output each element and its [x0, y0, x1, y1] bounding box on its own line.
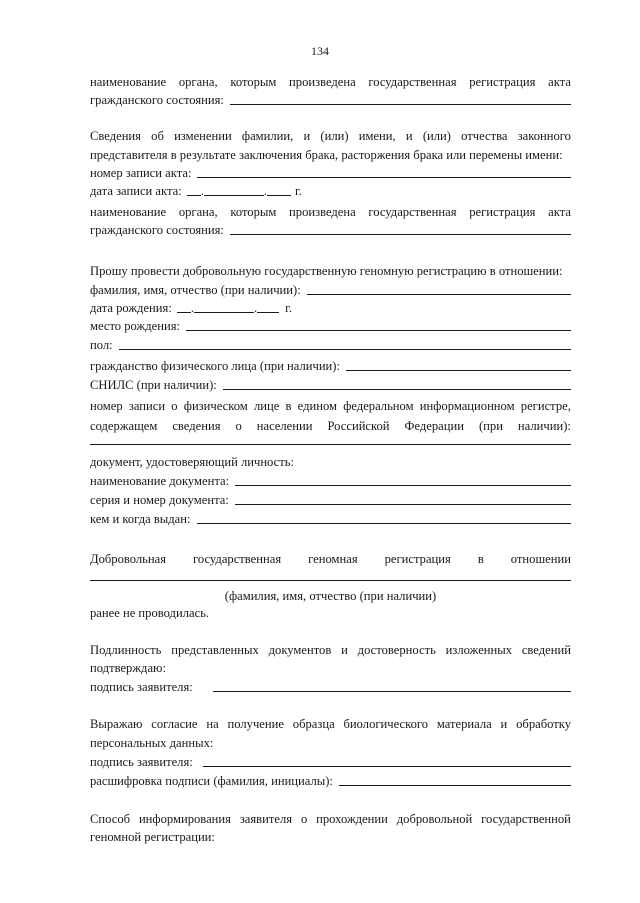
fio-field[interactable]: фамилия, имя, отчество (при наличии): — [90, 282, 571, 298]
record-day-blank[interactable] — [187, 195, 201, 196]
id-doc-heading: документ, удостоверяющий личность: — [90, 455, 295, 469]
b2-civil-registry-org-field[interactable]: гражданского состояния: — [90, 222, 571, 238]
b7-line2: персональных данных: — [90, 736, 214, 750]
doc-name-blank[interactable] — [235, 485, 571, 486]
b8-line1: Способ информирования заявителя о прохождении добровольной государственной — [90, 812, 571, 826]
civil-registry-org-blank[interactable] — [230, 104, 571, 105]
citizenship-field[interactable]: гражданство физического лица (при наличии): — [90, 358, 571, 374]
page-number: 134 — [311, 44, 329, 58]
b5-line1: Добровольная государственная геномная регистрация в отношении — [90, 552, 571, 566]
issued-by-blank[interactable] — [197, 523, 571, 524]
fio-caption: (фамилия, имя, отчество (при наличии) — [224, 589, 437, 603]
registry-line2: содержащем сведения о населении Российской Федерации (при наличии): — [90, 419, 571, 433]
issued-by-field[interactable]: кем и когда выдан: — [90, 511, 571, 527]
record-date-field[interactable]: дата записи акта: . . г. — [90, 184, 302, 198]
doc-name-field[interactable]: наименование документа: — [90, 473, 571, 489]
birth-place-blank[interactable] — [186, 330, 571, 331]
b2-line1: Сведения об изменении фамилии, и (или) имени, и (или) отчества законного — [90, 129, 571, 143]
b2-org-line1: наименование органа, которым произведена государственная регистрация акта — [90, 205, 571, 219]
b6-line2: подтверждаю: — [90, 661, 166, 675]
b7-line1: Выражаю согласие на получение образца биологического материала и обработку — [90, 717, 571, 731]
record-month-blank[interactable] — [204, 195, 264, 196]
doc-series-field[interactable]: серия и номер документа: — [90, 492, 571, 508]
snils-blank[interactable] — [223, 389, 571, 390]
signature-decoding-blank[interactable] — [339, 785, 571, 786]
registry-number-blank[interactable] — [90, 444, 571, 445]
b1-line1: наименование органа, которым произведена государственная регистрация акта — [90, 75, 571, 89]
birth-year-blank[interactable] — [257, 312, 279, 313]
birth-month-blank[interactable] — [194, 312, 254, 313]
birth-day-blank[interactable] — [177, 312, 191, 313]
snils-field[interactable]: СНИЛС (при наличии): — [90, 377, 571, 393]
request-text: Прошу провести добровольную государственную геномную регистрацию в отношении: — [90, 264, 563, 278]
not-done-text: ранее не проводилась. — [90, 606, 210, 620]
b8-line2: геномной регистрации: — [90, 830, 215, 844]
subject-fio-blank[interactable] — [90, 580, 571, 581]
sex-blank[interactable] — [119, 349, 571, 350]
birth-place-field[interactable]: место рождения: — [90, 318, 571, 334]
b2-civil-registry-org-blank[interactable] — [230, 234, 571, 235]
b2-line2: представителя в результате заключения брака, расторжения брака или перемены имени: — [90, 148, 563, 162]
signature-field-1[interactable]: подпись заявителя: — [90, 679, 571, 695]
citizenship-blank[interactable] — [346, 370, 571, 371]
civil-registry-org-field[interactable]: гражданского состояния: — [90, 92, 571, 108]
doc-series-blank[interactable] — [235, 504, 571, 505]
signature-blank-2[interactable] — [203, 766, 571, 767]
fio-blank[interactable] — [307, 294, 571, 295]
signature-blank-1[interactable] — [213, 691, 571, 692]
record-year-blank[interactable] — [267, 195, 291, 196]
signature-decoding-field[interactable]: расшифровка подписи (фамилия, инициалы): — [90, 773, 571, 789]
record-number-blank[interactable] — [197, 177, 571, 178]
b6-line1: Подлинность представленных документов и достоверность изложенных сведений — [90, 643, 571, 657]
sex-field[interactable]: пол: — [90, 337, 571, 353]
registry-line1: номер записи о физическом лице в едином федеральном информационном регистре, — [90, 399, 571, 413]
record-number-field[interactable]: номер записи акта: — [90, 165, 571, 181]
signature-field-2[interactable]: подпись заявителя: — [90, 754, 571, 770]
birth-date-field[interactable]: дата рождения: . . г. — [90, 301, 293, 315]
